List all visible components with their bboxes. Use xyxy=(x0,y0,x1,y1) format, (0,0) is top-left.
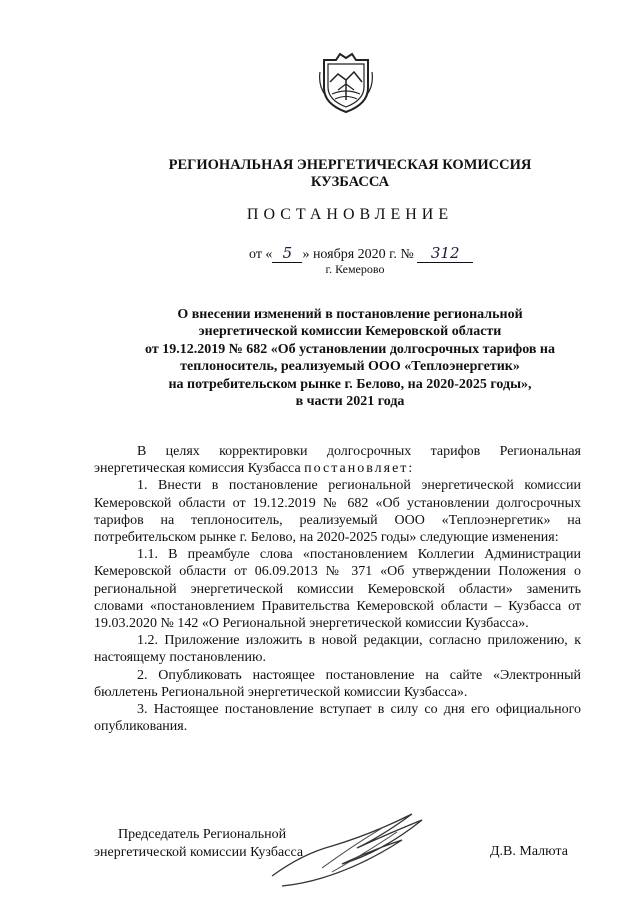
signatory-title xyxy=(94,826,303,862)
signatory-name: Д.В. Малюта xyxy=(490,844,568,859)
clause-1: 1. Внести в постановление региональной энергетической комиссии Кемеровской области от 19.12.2019 № 682 «Об установлении долгосрочных тарифов на теплоноситель, реализуемый ООО «Теплоэнергетик» на потребительском рынке г. Белово, на 2020-2025 годы» следующие изменения: xyxy=(94,478,581,546)
city-name: г. Кемерово xyxy=(325,262,385,276)
subject-line: теплоноситель, реализуемый ООО «Теплоэнергетик» xyxy=(180,359,520,375)
coat-of-arms-emblem xyxy=(318,52,374,114)
subject-line: от 19.12.2019 № 682 «Об установлении долгосрочных тарифов на xyxy=(145,341,555,357)
subject-line: в части 2021 года xyxy=(295,394,405,410)
organization-name xyxy=(120,157,580,191)
organization-line-2: КУЗБАССА xyxy=(310,174,390,190)
intro-colon: : xyxy=(408,461,413,477)
document-number-handwritten: 312 xyxy=(417,244,473,263)
date-prefix: от « xyxy=(249,247,273,262)
clause-1-2: 1.2. Приложение изложить в новой редакции, согласно приложению, к настоящему постановлению. xyxy=(94,633,581,666)
subject-line: энергетической комиссии Кемеровской области xyxy=(198,324,502,340)
intro-text: В целях корректировки долгосрочных тарифов Региональная энергетическая комиссия Кузбасса xyxy=(94,444,581,477)
document-type-title: ПОСТАНОВЛЕНИЕ xyxy=(246,206,454,223)
clause-1-1: 1.1. В преамбуле слова «постановлением Коллегии Администрации Кемеровской области от 06.09.2013 № 371 «Об утверждении Положения о региональной энергетической комиссии Кемеровской области» заменить словами «постановлением Правительства Кемеровской области – Кузбасса от 19.03.2020 № 142 «О Региональной энергетической комиссии Кузбасса». xyxy=(94,547,581,632)
intro-resolution-word: постановляет xyxy=(304,461,409,477)
subject-line: О внесении изменений в постановление региональной xyxy=(177,307,523,322)
date-line xyxy=(249,244,473,263)
date-day-handwritten: 5 xyxy=(272,244,302,263)
intro-paragraph xyxy=(94,443,581,477)
clause-3: 3. Настоящее постановление вступает в силу со дня его официального опубликования. xyxy=(94,702,581,735)
organization-line-1: РЕГИОНАЛЬНАЯ ЭНЕРГЕТИЧЕСКАЯ КОМИССИЯ xyxy=(168,157,532,173)
clause-2: 2. Опубликовать настоящее постановление на сайте «Электронный бюллетень Региональной энергетической комиссии Кузбасса». xyxy=(94,667,581,700)
document-body xyxy=(94,443,581,735)
date-middle: » ноября 2020 г. № xyxy=(302,247,414,262)
subject-line: на потребительском рынке г. Белово, на 2020-2025 годы», xyxy=(168,376,532,392)
signatory-title-line-2: энергетической комиссии Кузбасса xyxy=(94,845,304,860)
signatory-title-line-1: Председатель Региональной xyxy=(118,827,287,842)
document-subject xyxy=(80,306,620,410)
